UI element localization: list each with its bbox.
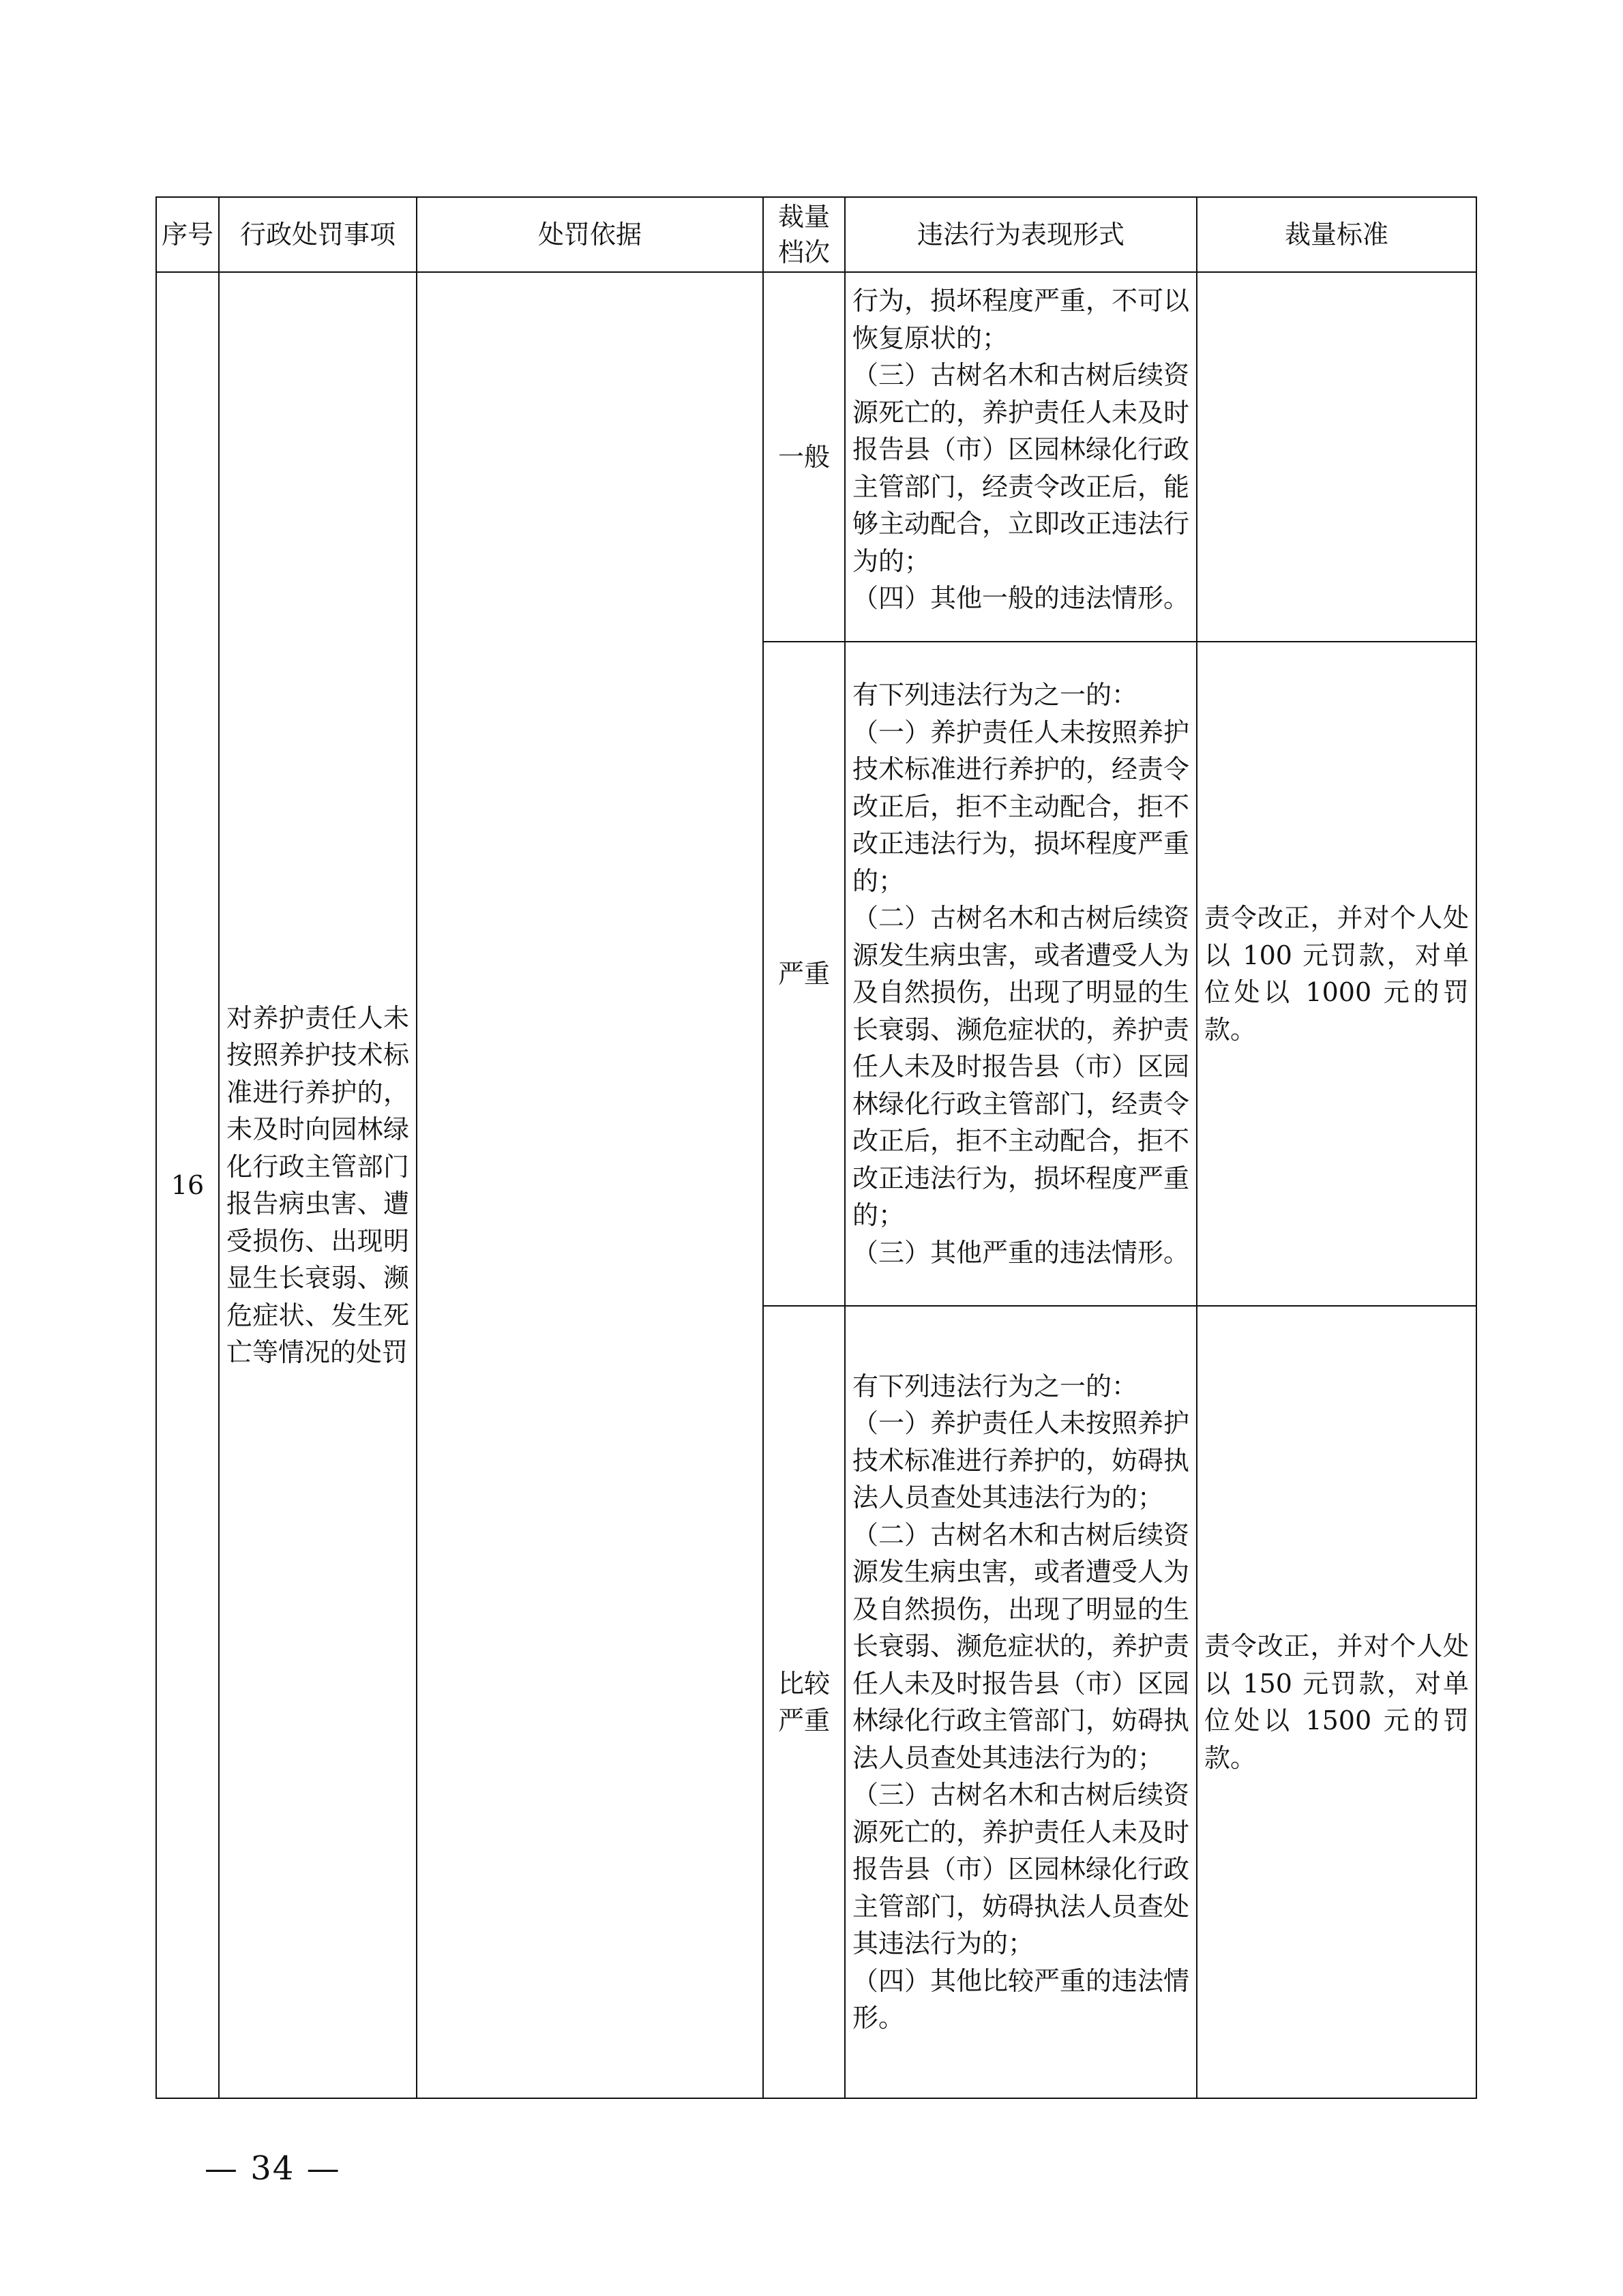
header-seq: 序号 <box>156 197 219 272</box>
level-cell <box>763 642 845 1306</box>
forms-line: （一）养护责任人未按照养护技术标准进行养护的，妨碍执法人员查处其违法行为的； <box>852 1408 1190 1512</box>
basis-cell <box>417 272 763 2098</box>
standard-cell <box>1197 272 1476 642</box>
page-number: — 34 — <box>205 2149 341 2188</box>
forms-cell <box>845 1306 1197 2098</box>
forms-line: 有下列违法行为之一的： <box>852 680 1138 710</box>
forms-line: 有下列违法行为之一的： <box>852 1371 1138 1401</box>
forms-cell <box>845 642 1197 1306</box>
forms-line: （三）其他严重的违法情形。 <box>852 1237 1190 1268</box>
header-item <box>219 197 417 272</box>
level-text: 一般 <box>777 442 830 472</box>
level-cell <box>763 272 845 642</box>
forms-cell <box>845 272 1197 642</box>
header-item-text: 行政处罚事项 <box>240 220 396 250</box>
header-level <box>763 197 845 272</box>
level-cell <box>763 1306 845 2098</box>
standard-cell <box>1197 1306 1476 2098</box>
forms-line: （三）古树名木和古树后续资源死亡的，养护责任人未及时报告县（市）区园林绿化行政主管部门，妨碍执法人员查处其违法行为的； <box>852 1780 1190 1958</box>
table-header-row <box>156 197 1476 272</box>
standard-cell <box>1197 642 1476 1306</box>
forms-line: （四）其他比较严重的违法情形。 <box>852 1965 1190 2033</box>
item-text: 对养护责任人未按照养护技术标准进行养护的，未及时向园林绿化行政主管部门报告病虫害、遭受损伤、出现明显生长衰弱、濒危症状、发生死亡等情况的处罚 <box>226 1002 409 1367</box>
standard-text: 责令改正，并对个人处以 100 元罚款，对单位处以 1000 元的罚款。 <box>1204 903 1469 1045</box>
header-basis: 处罚依据 <box>417 197 763 272</box>
seq-cell: 16 <box>156 272 219 2098</box>
header-level-text: 裁量档次 <box>777 202 830 267</box>
header-forms: 违法行为表现形式 <box>845 197 1197 272</box>
header-standard: 裁量标准 <box>1197 197 1476 272</box>
forms-line: （三）古树名木和古树后续资源死亡的，养护责任人未及时报告县（市）区园林绿化行政主管部门，经责令改正后，能够主动配合，立即改正违法行为的； <box>852 360 1190 576</box>
standard-text: 责令改正，并对个人处以 150 元罚款，对单位处以 1500 元的罚款。 <box>1204 1631 1469 1773</box>
forms-line: 行为，损坏程度严重，不可以恢复原状的； <box>852 286 1190 353</box>
table-row <box>156 272 1476 642</box>
level-text: 严重 <box>777 959 830 989</box>
item-cell <box>219 272 417 2098</box>
penalty-discretion-table <box>155 196 1477 2099</box>
forms-line: （二）古树名木和古树后续资源发生病虫害，或者遭受人为及自然损伤，出现了明显的生长衰弱、濒危症状的，养护责任人未及时报告县（市）区园林绿化行政主管部门，经责令改正后，拒不主动配合，拒不改正违法行为，损坏程度严重的； <box>852 903 1190 1230</box>
level-text: 比较严重 <box>777 1669 830 1735</box>
forms-line: （一）养护责任人未按照养护技术标准进行养护的，经责令改正后，拒不主动配合，拒不改正违法行为，损坏程度严重的； <box>852 717 1190 896</box>
forms-line: （四）其他一般的违法情形。 <box>852 583 1190 613</box>
forms-line: （二）古树名木和古树后续资源发生病虫害，或者遭受人为及自然损伤，出现了明显的生长衰弱、濒危症状的，养护责任人未及时报告县（市）区园林绿化行政主管部门，妨碍执法人员查处其违法行为的； <box>852 1519 1190 1773</box>
